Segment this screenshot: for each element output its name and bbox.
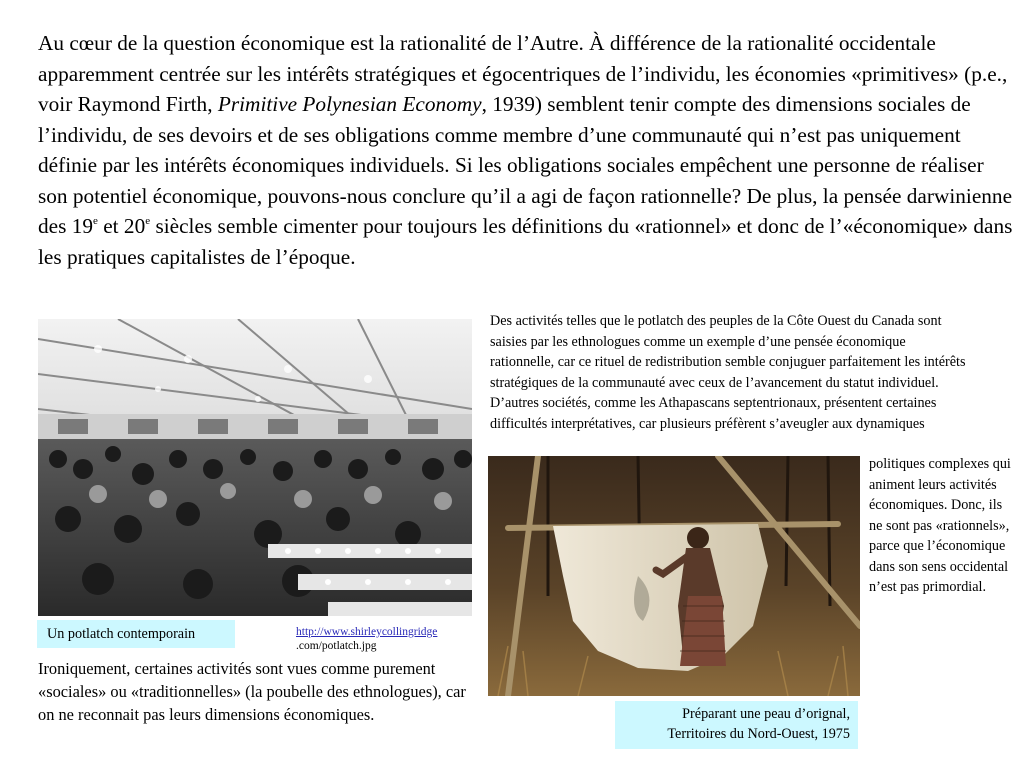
intro-text-1: Au cœur de la question économique est la rationalité de l’Autre. À différence de la rationalité occidentale apparemment centrée sur les intérêts stratégiques et égocentriques de l’individu, les économies «primitives» (p.e., voir Raymond Firth,	[38, 31, 1008, 116]
side-paragraph: Des activités telles que le potlatch des peuples de la Côte Ouest du Canada sont saisies par les ethnologues comme un exemple d’une pensée économique rationnelle, car ce rituel de redistribution semble conjuguer parfaitement les intérêts stratégiques de la communauté avec ceux de l’avancement du statut individuel. D’autres sociétés, comme les Athapascans septentrionaux, présentent certaines difficultés interprétatives, car plusieurs préfèrent s’aveugler aux dynamiques	[490, 313, 966, 432]
moose-hide-photo	[488, 456, 860, 696]
potlatch-photo	[38, 319, 472, 616]
moose-hide-caption-line-1: Préparant une peau d’orignal,	[682, 706, 850, 722]
moose-hide-caption	[615, 701, 858, 749]
source-link[interactable]: http://www.shirleycollingridge	[296, 626, 438, 638]
bottom-paragraph: Ironiquement, certaines activités sont vues comme purement «sociales» ou «traditionnelles» (la poubelle des ethnologues), car on ne reconnait pas leurs dimensions économiques.	[38, 659, 466, 725]
book-title: Primitive Polynesian Economy	[217, 92, 482, 116]
potlatch-caption: Un potlatch contemporain	[37, 620, 235, 648]
intro-paragraph	[38, 28, 1013, 272]
moose-hide-caption-line-2: Territoires du Nord-Ouest, 1975	[667, 726, 850, 742]
intro-text-2: , 1939) semblent tenir compte des dimensions sociales de l’individu, de ses devoirs et de ses obligations comme membre d’une communauté qui n’est pas uniquement définie par les intérêts économiques individuels. Si les obligations sociales empêchent une personne de réaliser son potentiel économique, pouvons-nous conclure qu’il a agi de façon rationnelle? De plus, la pensée darwinienne des 19	[38, 92, 1013, 238]
intro-text-4: siècles semble cimenter pour toujours les définitions du «rationnel» et donc de l’«économique» dans les pratiques capitalistes de l’époque.	[38, 214, 1013, 269]
intro-text-3: et 20	[97, 214, 146, 238]
side-paragraph-continued: politiques complexes qui animent leurs activités économiques. Donc, ils ne sont pas «rationnels», parce que l’économique dans son sens occidental n’est pas primordial.	[869, 456, 1011, 595]
source-link-rest: .com/potlatch.jpg	[296, 640, 377, 652]
century-suffix-1: e	[93, 215, 98, 227]
image-source	[296, 625, 437, 653]
century-suffix-2: e	[145, 215, 151, 227]
